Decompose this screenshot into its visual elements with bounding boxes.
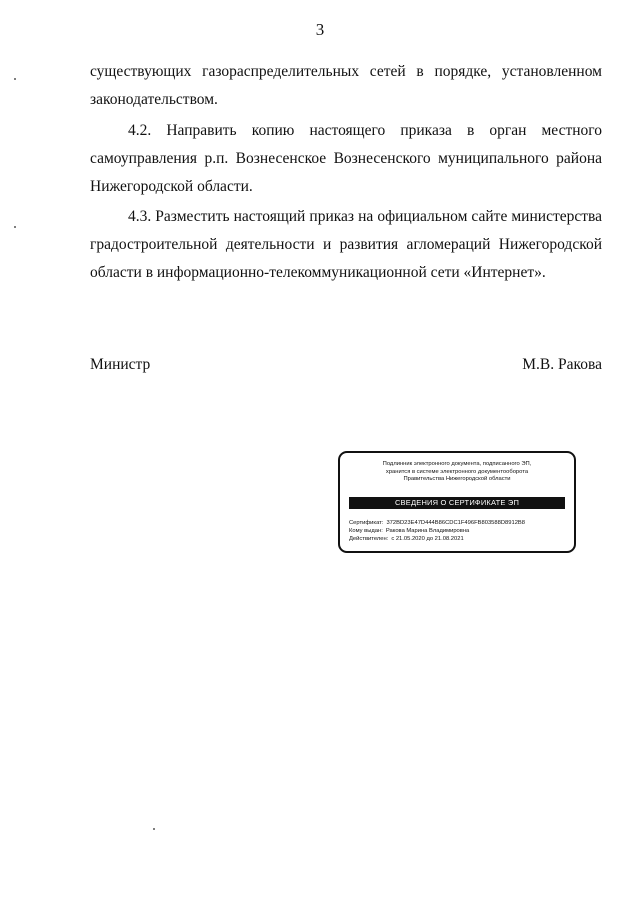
stamp-details: [349, 519, 568, 543]
stamp-header-line: Правительства Нижегородской области: [403, 476, 511, 482]
validity-label: Действителен:: [349, 536, 389, 542]
signatory-name: М.В. Ракова: [522, 356, 602, 373]
paragraph-continuation: существующих газораспределительных сетей в порядке, установленном законодательством.: [90, 63, 602, 108]
paragraph-4-3: 4.3. Разместить настоящий приказ на официальном сайте министерства градостроительной деятельности и развития агломераций Нижегородской области в информационно-телекоммуникационной сети «Интернет».: [90, 208, 602, 281]
signatory-title: Министр: [90, 356, 151, 373]
stamp-banner: СВЕДЕНИЯ О СЕРТИФИКАТЕ ЭП: [349, 497, 565, 509]
validity-row: [349, 535, 568, 543]
validity-value: с 21.05.2020 до 21.08.2021: [391, 536, 464, 542]
page-number: 3: [315, 20, 325, 39]
scan-speck: [14, 226, 16, 228]
paragraph-4-2: 4.2. Направить копию настоящего приказа в орган местного самоуправления р.п. Вознесенское Вознесенского муниципального района Нижегородской области.: [90, 122, 602, 195]
scan-speck: [153, 828, 155, 830]
certificate-label: Сертификат:: [349, 520, 384, 526]
owner-value: Ракова Марина Владимировна: [385, 528, 470, 534]
certificate-value: 372BD23E47D444B86CDC1F496FB803588D8912B8: [386, 520, 526, 526]
scan-speck: [14, 78, 16, 80]
stamp-header-line: хранится в системе электронного документооборота: [385, 468, 529, 475]
stamp-header: [340, 461, 574, 484]
owner-label: Кому выдан:: [349, 528, 383, 534]
owner-row: [349, 527, 568, 535]
electronic-signature-stamp: [338, 451, 576, 553]
stamp-header-line: Подлинник электронного документа, подписанного ЭП,: [382, 461, 532, 467]
certificate-row: [349, 519, 568, 527]
